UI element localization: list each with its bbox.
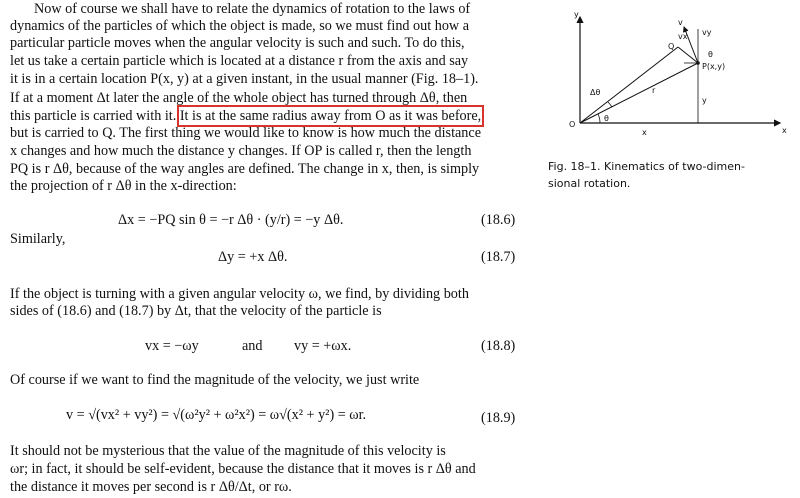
text-line: x changes and how much the distance y changes. If OP is called r, then the length (10, 143, 472, 159)
text-line: it is in a certain location P(x, y) at a given instant, in the usual manner (Fig. 18–1). (10, 71, 479, 87)
equation-number: (18.9) (481, 410, 516, 426)
radius-line-q (580, 47, 678, 123)
figure-caption: Fig. 18–1. Kinematics of two-dimen- (548, 160, 745, 173)
text-line: Now of course we shall have to relate the dynamics of rotation to the laws of (34, 1, 471, 17)
figure-caption: sional rotation. (548, 177, 631, 190)
equation-18-8-right: vy = +ωx. (294, 338, 352, 354)
text-segment: this particle is carried with it. (10, 108, 177, 124)
equation-number: (18.6) (481, 212, 516, 228)
highlighted-sentence[interactable]: It is at the same radius away from O as it was before, (179, 108, 482, 124)
dtheta-label: Δθ (590, 88, 601, 97)
text-line: PQ is r Δθ, because of the way angles are defined. The change in x, then, is simply (10, 161, 480, 177)
equation-number: (18.7) (481, 249, 516, 265)
theta-label: θ (604, 114, 609, 123)
origin-label: O (569, 120, 576, 129)
dtheta-arc (608, 102, 612, 107)
text-line: It should not be mysterious that the value of the magnitude of this velocity is (10, 443, 446, 459)
velocity-angle-label: θ (708, 50, 713, 59)
text-line: dynamics of the particles of which the object is made, so we must find out how a (10, 18, 470, 34)
x-axis-label: x (782, 126, 787, 135)
equation-18-7: Δy = +x Δθ. (218, 249, 288, 265)
text-line: If at a moment Δt later the angle of the whole object has turned through Δθ, then (10, 90, 468, 106)
point-p (696, 61, 700, 65)
text-line: but is carried to Q. The first thing we would like to know is how much the distance (10, 125, 481, 141)
vx-label: vx (678, 32, 688, 41)
text-line: let us take a certain particle which is located at a distance r from the axis and say (10, 53, 469, 69)
equation-18-8-left: vx = −ωy (145, 338, 199, 354)
theta-arc (598, 114, 600, 123)
text-line: particular particle moves when the angular velocity is such and such. To do this, (10, 35, 465, 51)
text-line: the projection of r Δθ in the x-direction: (10, 178, 237, 194)
text-line: sides of (18.6) and (18.7) by Δt, that the velocity of the particle is (10, 303, 382, 319)
text-line (10, 108, 481, 125)
x-distance-label: x (642, 128, 647, 137)
rotation-kinematics-figure (560, 5, 790, 150)
equation-number: (18.8) (481, 338, 516, 354)
velocity-label: v (678, 18, 683, 27)
y-axis-label: y (574, 10, 579, 19)
equation-18-8-and: and (242, 338, 263, 354)
text-line: the distance it moves per second is r Δθ/Δt, or rω. (10, 479, 292, 495)
point-q-label: Q (668, 42, 675, 51)
equation-18-9: v = √(vx² + vy²) = √(ω²y² + ω²x²) = ω√(x² + y²) = ωr. (66, 407, 367, 423)
y-distance-label: y (702, 96, 707, 105)
text-line: If the object is turning with a given angular velocity ω, we find, by dividing both (10, 286, 469, 302)
r-label: r (652, 86, 656, 95)
text-line: Of course if we want to find the magnitude of the velocity, we just write (10, 372, 420, 388)
text-line: ωr; in fact, it should be self-evident, because the distance that it moves is r Δθ and (10, 461, 476, 477)
point-p-label: P(x,y) (702, 62, 726, 71)
equation-18-6: Δx = −PQ sin θ = −r Δθ · (y/r) = −y Δθ. (118, 212, 344, 228)
vy-label: vy (702, 28, 712, 37)
text-line: Similarly, (10, 231, 66, 247)
